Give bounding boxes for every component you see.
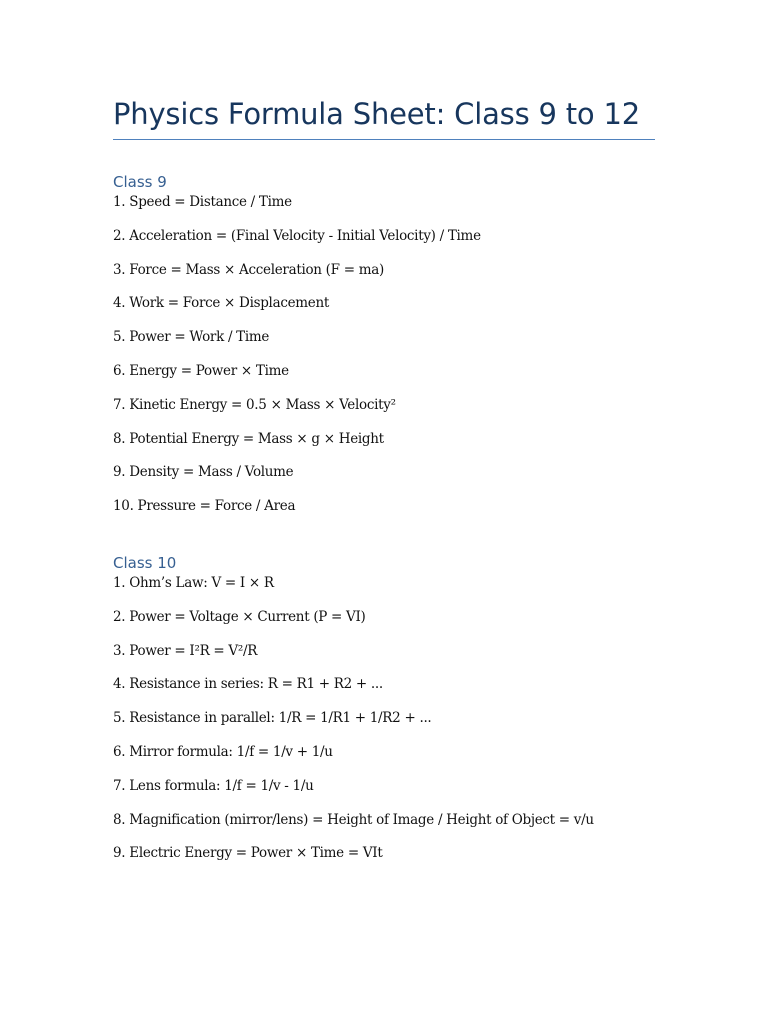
formula-item: 4. Resistance in series: R = R1 + R2 + ... xyxy=(113,676,383,693)
formula-item: 5. Resistance in parallel: 1/R = 1/R1 + 1/R2 + ... xyxy=(113,710,432,727)
formula-item: 5. Power = Work / Time xyxy=(113,329,270,346)
formula-item: 8. Magnification (mirror/lens) = Height of Image / Height of Object = v/u xyxy=(113,811,594,828)
formula-item: 8. Potential Energy = Mass × g × Height xyxy=(113,430,384,447)
formula-item: 7. Kinetic Energy = 0.5 × Mass × Velocity² xyxy=(113,396,396,413)
formula-list xyxy=(113,193,673,531)
formula-item: 3. Power = I²R = V²/R xyxy=(113,642,258,659)
formula-item: 7. Lens formula: 1/f = 1/v - 1/u xyxy=(113,777,314,794)
formula-item: 1. Speed = Distance / Time xyxy=(113,194,292,210)
formula-item: 2. Acceleration = (Final Velocity - Initial Velocity) / Time xyxy=(113,227,481,244)
formula-item: 4. Work = Force × Displacement xyxy=(113,295,329,312)
formula-item: 6. Energy = Power × Time xyxy=(113,362,289,379)
section-class-10 xyxy=(113,552,673,878)
title-underline-divider xyxy=(113,139,655,140)
document-title: Physics Formula Sheet: Class 9 to 12 xyxy=(113,97,640,131)
formula-item: 9. Density = Mass / Volume xyxy=(113,464,294,481)
formula-item: 6. Mirror formula: 1/f = 1/v + 1/u xyxy=(113,743,333,760)
section-heading: Class 10 xyxy=(113,554,177,572)
section-class-9 xyxy=(113,171,673,531)
formula-item: 1. Ohm’s Law: V = I × R xyxy=(113,575,274,591)
formula-item: 9. Electric Energy = Power × Time = VIt xyxy=(113,845,383,862)
section-heading: Class 9 xyxy=(113,173,167,191)
formula-item: 2. Power = Voltage × Current (P = VI) xyxy=(113,608,366,625)
formula-item: 3. Force = Mass × Acceleration (F = ma) xyxy=(113,261,384,278)
formula-item: 10. Pressure = Force / Area xyxy=(113,498,296,515)
formula-list xyxy=(113,574,673,878)
